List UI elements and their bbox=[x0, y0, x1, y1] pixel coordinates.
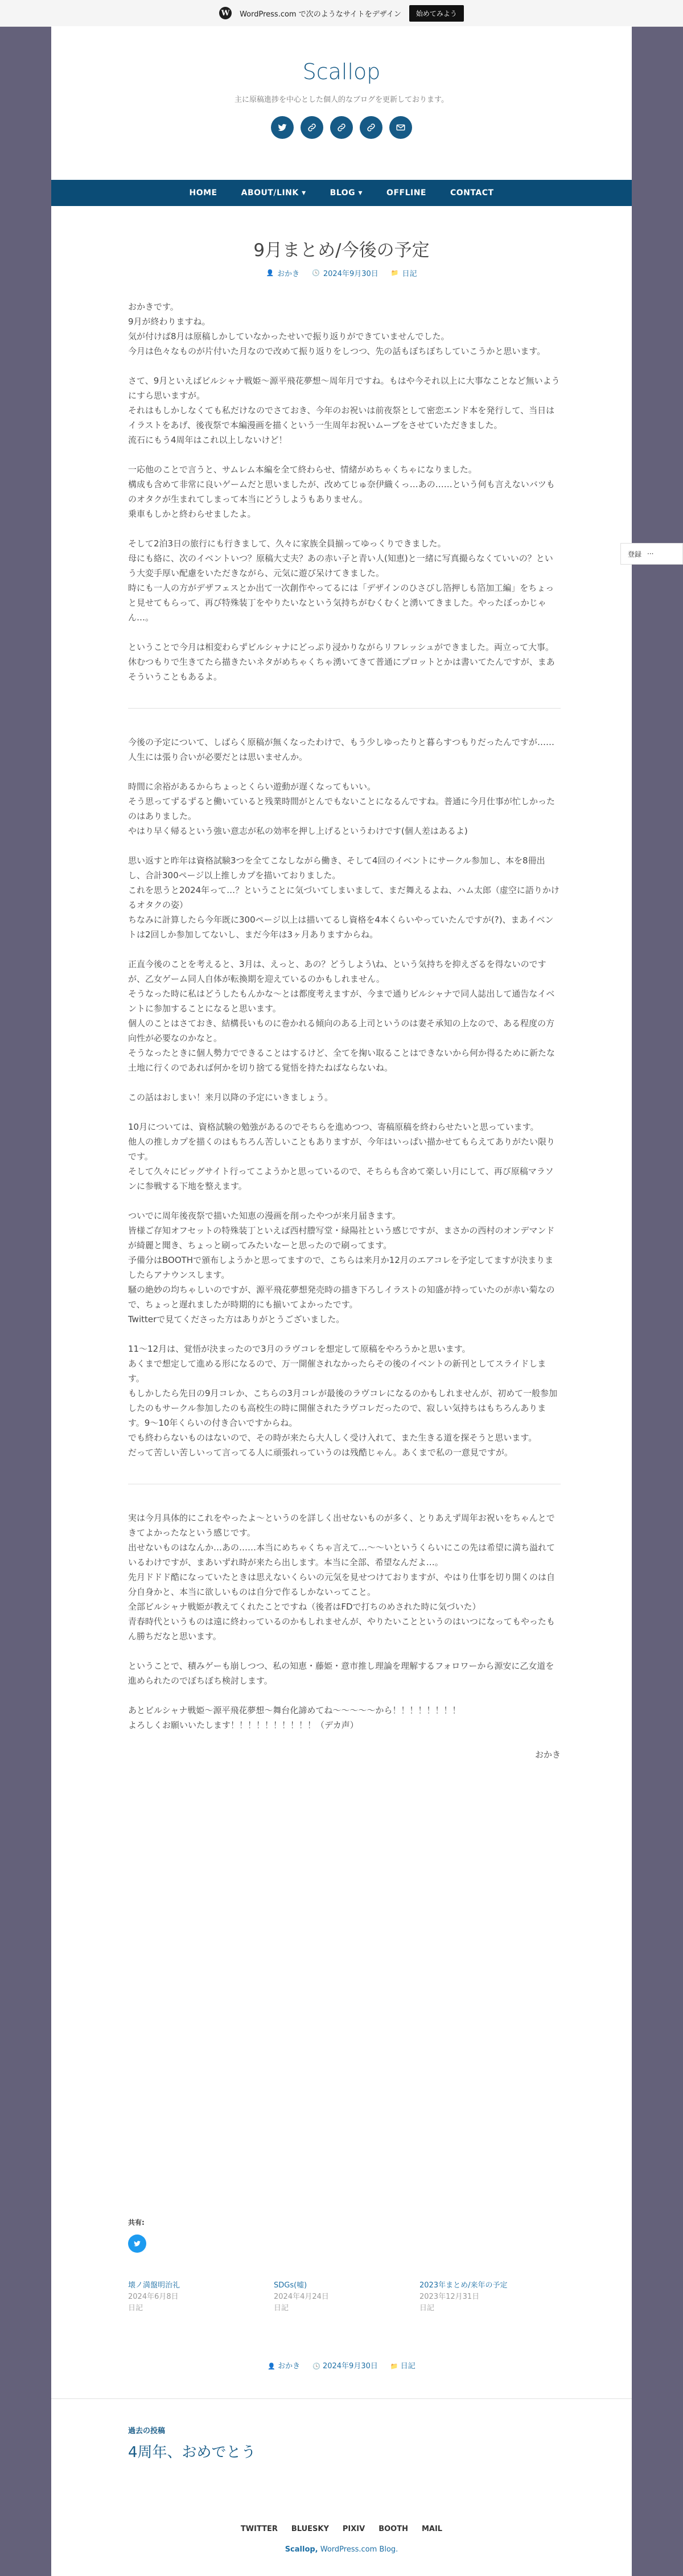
nav-home[interactable]: HOME bbox=[189, 188, 217, 197]
post-category[interactable] bbox=[391, 268, 417, 278]
user-icon: 👤 bbox=[266, 269, 274, 277]
footer-link-bluesky[interactable]: BLUESKY bbox=[291, 2525, 329, 2533]
post-paragraph bbox=[128, 1703, 561, 1733]
footer-link-booth[interactable]: BOOTH bbox=[378, 2525, 408, 2533]
post-paragraph bbox=[128, 1090, 561, 1105]
follow-button[interactable]: 登録 bbox=[628, 550, 642, 558]
folder-icon: 📁 bbox=[390, 2363, 398, 2370]
paragraph-line: 時間に余裕があるからちょっとくらい遊動が遅くなってもいい。 bbox=[128, 781, 376, 792]
paragraph-line: これを思うと2024年って…？ということに気づいてしまいまして、まだ舞えるよね、ハム太郎（虚空に語りかけるオタクの姿） bbox=[128, 885, 559, 910]
clock-icon: 🕓 bbox=[312, 2363, 320, 2370]
share-twitter-button[interactable] bbox=[128, 2235, 146, 2253]
past-post-link[interactable]: 4周年、おめでとう bbox=[128, 2444, 256, 2461]
post-paragraph bbox=[128, 957, 561, 1075]
nav-about-link[interactable]: ABOUT/LINK ▾ bbox=[241, 188, 306, 197]
paragraph-line: Twitterで見てくださった方はありがとうございました。 bbox=[128, 1314, 345, 1324]
paragraph-line: そう思ってずるずると働いていると残業時間がとんでもないことになるんですね。普通に今月仕事が忙しかったのはありました。 bbox=[128, 796, 556, 821]
site-tagline: 主に原稿進捗を中心とした個人的なブログを更新しております。 bbox=[234, 96, 449, 104]
main-navigation bbox=[51, 180, 632, 206]
site-container bbox=[51, 26, 632, 2576]
paragraph-line: ということで今月は相変わらずビルシャナにどっぷり浸かりながらリフレッシュができました。両立って大事。 bbox=[128, 642, 554, 652]
paragraph-line: さて、9月といえばビルシャナ戦姫〜源平飛花夢想〜周年月ですね。もはや今それ以上に大事なことなど無いようにすら思いますが。 bbox=[128, 376, 560, 401]
post-paragraph bbox=[128, 1208, 561, 1327]
paragraph-line: 10月については、資格試験の勉強があるのでそちらを進めつつ、寄稿原稿を終わらせたいと思っています。 bbox=[128, 1122, 539, 1132]
paragraph-line: そして2泊3日の旅行にも行きまして、久々に家族全員揃ってゆっくりできました。 bbox=[128, 538, 446, 549]
paragraph-line: 今月は色々なものが片付いた月なので改めて振り返りをしつつ、先の話もぼちぼちしていこうかと思います。 bbox=[128, 346, 546, 356]
paragraph-line: 時にも一人の方がデザフェスとか出て一次創作やってるには「デザインのひさびし箔押しも箔加工編」をちょっと見せてもらって、再び特殊装丁をやりたいなという気持ちがむくむくと湧いてきました。やったぼっかじゃん…。 bbox=[128, 583, 554, 623]
post-paragraph bbox=[128, 640, 561, 684]
paragraph-line: 予備分はBOOTHで頒布しようかと思ってますので、こちらは来月か12月のエアコレを予定してますが決まりましたらアナウンスします。 bbox=[128, 1255, 554, 1280]
related-post-date: 2024年4月24日 bbox=[274, 2293, 329, 2301]
social-links bbox=[51, 116, 632, 139]
divider bbox=[51, 2398, 632, 2399]
paragraph-line: 実は今月具体的にこれをやったよ〜というのを詳しく出せないものが多く、とりあえず周年お祝いをちゃんとできてよかったなという感じです。 bbox=[128, 1513, 555, 1538]
post-meta-bottom bbox=[51, 2360, 632, 2371]
paragraph-line: この話はおしまい！来月以降の予定にいきましょう。 bbox=[128, 1092, 334, 1102]
nav-offline[interactable]: OFFLINE bbox=[386, 188, 426, 197]
post-content bbox=[128, 299, 561, 1762]
paragraph-line: 今後の予定について、しばらく原稿が無くなったわけで、もう少しゆったりと暮らすつもりだったんですが……人生には張り合いが必要だとは思いませんか。 bbox=[128, 737, 554, 762]
paragraph-line: やはり早く帰るという強い意志が私の効率を押し上げるというわけです(個人差はあるよ) bbox=[128, 826, 468, 836]
paragraph-line: ついでに周年後夜祭で描いた知恵の漫画を削ったやつが来月届きます。 bbox=[128, 1211, 401, 1221]
post-paragraph bbox=[128, 462, 561, 521]
related-post-title[interactable]: SDGs(嘘) bbox=[274, 2281, 307, 2290]
paragraph-line: 正直今後のことを考えると、3月は、えっと、あの？どうしよう\ね、という気持ちを抑えざるを得ないのですが、乙女ゲーム同人自体が転換期を迎えているのかもしれません。 bbox=[128, 959, 546, 984]
post-date-text: 2024年9月30日 bbox=[322, 2362, 378, 2371]
folder-icon: 📁 bbox=[390, 269, 399, 277]
credit-site-link[interactable]: Scallop, bbox=[285, 2545, 318, 2554]
promo-text: WordPress.com で次のようなサイトをデザイン bbox=[240, 10, 401, 19]
post-category[interactable] bbox=[390, 2360, 415, 2371]
post-paragraph bbox=[128, 779, 561, 838]
twitter-icon bbox=[133, 2240, 141, 2248]
paragraph-line: 気が付けば8月は原稿しかしていなかったせいで振り返りができていませんでした。 bbox=[128, 331, 450, 341]
paragraph-line: ということで、積みゲーも崩しつつ、私の知恵・藤姫・意市推し理論を理解するフォロワーから源安に乙女道を進められたのでぼちぼち検討します。 bbox=[128, 1661, 554, 1686]
post-paragraph bbox=[128, 1342, 561, 1460]
related-post-category: 日記 bbox=[419, 2304, 435, 2312]
paragraph-line: でも終わらないものはないので、その時が来たら大人しく受け入れて、また生きる道を探そうと思います。 bbox=[128, 1433, 537, 1443]
post-paragraph bbox=[128, 1120, 561, 1194]
credit-text[interactable]: WordPress.com Blog. bbox=[318, 2545, 398, 2554]
post-paragraph bbox=[128, 536, 561, 625]
paragraph-line: 個人のことはさておき、結構長いものに巻かれる傾向のある上司というのは妻そ承知の上なので、ある程度の方向性が必要なのかなと。 bbox=[128, 1018, 555, 1043]
link-button-1[interactable] bbox=[301, 116, 323, 139]
wpcom-promo-bar bbox=[0, 0, 683, 27]
site-title[interactable]: Scallop bbox=[302, 59, 381, 84]
mail-link[interactable] bbox=[389, 116, 412, 139]
link-button-3[interactable] bbox=[360, 116, 382, 139]
paragraph-line: ちなみに計算したら今年既に300ページ以上は描いてるし資格を4本くらいやっていたんですが(?)、まあイベントは2回しか参加してないし、まだ今年は3ヶ月ありますからね。 bbox=[128, 915, 554, 940]
post-author[interactable] bbox=[266, 268, 299, 278]
related-post-title[interactable]: 2023年まとめ/来年の予定 bbox=[419, 2281, 508, 2290]
related-post bbox=[419, 2280, 545, 2314]
paragraph-line: 先月ドドド酷になっていたときは思えないくらいの元気を見せつけておりますが、やはり仕事を切り開くのは自分自身かと、本当に欲しいものは自分で作るしかないってこと。 bbox=[128, 1572, 556, 1597]
paragraph-line: よろしくお願いいたします！！！！！！！！！！（デカ声） bbox=[128, 1720, 359, 1730]
related-post-category: 日記 bbox=[274, 2304, 289, 2312]
paragraph-line: 9月が終わりますね。 bbox=[128, 316, 211, 327]
post-paragraph bbox=[128, 373, 561, 447]
link-icon bbox=[336, 122, 347, 133]
paragraph-line: だって苦しい苦しいって言ってる人に頑張れっていうのは残酷じゃん。あくまで私の一意見ですが。 bbox=[128, 1447, 513, 1458]
paragraph-line: そうなったときに個人勢力でできることはするけど、全てを掬い取ることはできないから何か得るために新たな土地に行くのであれば何かを切り捨てる覚悟を持たねばならないね。 bbox=[128, 1048, 556, 1073]
get-started-button[interactable]: 始めてみよう bbox=[409, 5, 464, 22]
paragraph-line: 流石にもう4周年はこれ以上しないけど！ bbox=[128, 435, 287, 445]
post-paragraph bbox=[128, 1511, 561, 1644]
wordpress-logo-icon: W bbox=[219, 7, 232, 19]
footer-link-mail[interactable]: MAIL bbox=[421, 2525, 443, 2533]
past-posts-label: 過去の投稿 bbox=[128, 2427, 166, 2435]
twitter-icon bbox=[277, 122, 287, 133]
related-post-date: 2024年6月8日 bbox=[128, 2293, 179, 2301]
post-paragraph bbox=[128, 1659, 561, 1688]
share-label: 共有: bbox=[128, 2219, 145, 2227]
post-date-text: 2024年9月30日 bbox=[323, 270, 378, 278]
paragraph-line: あとビルシャナ戦姫〜源平飛花夢想〜舞台化諦めてね〜〜〜〜〜から！！！！！！！！ bbox=[128, 1705, 461, 1715]
section-separator bbox=[128, 708, 561, 709]
link-icon bbox=[366, 122, 376, 133]
post-paragraph bbox=[128, 735, 561, 764]
floating-follow-bar bbox=[620, 543, 683, 565]
related-posts bbox=[128, 2280, 561, 2314]
paragraph-line: それはもしかしなくても私だけなのでさておき、今年のお祝いは前夜祭として密恋エンド本を発行して、当日はイラストをあげ、後夜祭で本編漫画を描くという一生周年お祝いムーブをさせていただきました。 bbox=[128, 405, 555, 430]
more-button[interactable]: ··· bbox=[647, 550, 654, 558]
related-post-category: 日記 bbox=[128, 2304, 143, 2312]
post-author-name: おかき bbox=[277, 270, 300, 278]
paragraph-line: 出せないものはなんか…あの……本当にめちゃくちゃ言えて…〜〜いというくらいにこの先は希望に満ち溢れているわけですが、まあいずれ時が来たら出します。本当に全部、希望なんだよ…。 bbox=[128, 1542, 556, 1567]
paragraph-line: 母にも絡に、次のイベントいつ？原稿大丈夫？あの赤い子と青い人(知恵)と一緒に写真撮らなくていいの？という大変手厚い配慮をいただきながら、元気に遊び呆けてきました。 bbox=[128, 553, 553, 578]
footer-credit bbox=[51, 2545, 632, 2554]
footer-links bbox=[51, 2525, 632, 2533]
post-author[interactable] bbox=[268, 2360, 300, 2371]
paragraph-line: 他人の推しカプを描くのはもちろん苦しいこともありますが、今年はいっぱい描かせてもらえてありがたい限りです。 bbox=[128, 1137, 556, 1162]
paragraph-line: おかきです。 bbox=[128, 302, 179, 312]
paragraph-line: そうなった時に私はどうしたもんかな〜とは都度考えますが、今まで通りビルシャナで同人誌出して通告なイベントに参加することになると思います。 bbox=[128, 989, 555, 1014]
post-signature: おかき bbox=[534, 1750, 561, 1760]
paragraph-line: 休むつもりで生きてたら描きたいネタがめちゃくちゃ湧いてきて普通にプロットとかは書いてたんですが、まあそういうこともあるよ。 bbox=[128, 657, 555, 682]
post-date[interactable] bbox=[312, 2360, 378, 2371]
paragraph-line: 思い返すと昨年は資格試験3つを全てこなしながら働き、そして4回のイベントにサークル参加し、本を8冊出し、合計300ページ以上推しカプを描いておりました。 bbox=[128, 855, 545, 880]
twitter-link[interactable] bbox=[271, 116, 294, 139]
post-title: 9月まとめ/今後の予定 bbox=[253, 240, 430, 261]
link-button-2[interactable] bbox=[330, 116, 353, 139]
clock-icon: 🕓 bbox=[312, 269, 320, 277]
paragraph-line: もしかしたら先日の9月コレか、こちらの3月コレが最後のラヴコレになるのかもしれませんが、初めて一般参加したのもサークル参加したのも高校生の時に開催されたラヴコレだったので、寂しい気持ちはもちろんあります。9〜10年くらいの付き合いですからね。 bbox=[128, 1388, 558, 1428]
paragraph-line: 構成も含めて非常に良いゲームだと思いましたが、改めてじゅ奈伊織くっ…あの……という何も言えないバツものオタクが生まれてしまって本当にどうしようもありません。 bbox=[128, 479, 555, 504]
post-category-text: 日記 bbox=[402, 270, 417, 278]
paragraph-line: そして久々にピッグサイト行ってこようかと思っているので、そちらも含めて楽しい月にして、再び原稿マラソンに参戦する下地を整えます。 bbox=[128, 1166, 554, 1191]
paragraph-line: 皆様ご存知オフセットの特殊装丁といえば西村謄写堂・緑陽社という感じですが、まさかの西村のオンデマンドが綺麗と聞き、ちょっと刷ってみたいなーと思ったので刷ってます。 bbox=[128, 1225, 555, 1250]
link-icon bbox=[307, 122, 317, 133]
footer-link-pixiv[interactable]: PIXIV bbox=[342, 2525, 365, 2533]
nav-contact[interactable]: CONTACT bbox=[450, 188, 494, 197]
user-icon: 👤 bbox=[268, 2363, 275, 2370]
paragraph-line: 青春時代というものは遠に終わっているのかもしれませんが、やりたいことというのはいつになってもやったもん勝ちだなと思います。 bbox=[128, 1616, 555, 1641]
nav-blog[interactable]: BLOG ▾ bbox=[330, 188, 363, 197]
related-post-title[interactable]: 壊ノ満盤明治礼 bbox=[128, 2281, 180, 2290]
paragraph-line: 騒の絶妙の均ちゃしいのですが、源平飛花夢想発売時の描き下ろしイラストの知盛が持っていたのが赤い菊なので、ちょっと遅れましたが時期的にも揃いてよかったです。 bbox=[128, 1285, 555, 1310]
post-paragraph bbox=[128, 299, 561, 359]
related-post-date: 2023年12月31日 bbox=[419, 2293, 480, 2301]
post-category-text: 日記 bbox=[400, 2362, 415, 2371]
mail-icon bbox=[396, 122, 406, 133]
paragraph-line: 全部ビルシャナ戦姫が教えてくれたことですね（後者はFDで打ちのめされた時に気づいた） bbox=[128, 1602, 481, 1612]
footer-link-twitter[interactable]: TWITTER bbox=[240, 2525, 278, 2533]
post-paragraph bbox=[128, 853, 561, 942]
related-post bbox=[274, 2280, 399, 2314]
paragraph-line: 乗車もしかと終わらせましたよ。 bbox=[128, 509, 256, 519]
post-author-name: おかき bbox=[278, 2362, 301, 2371]
paragraph-line: 一応他のことで言うと、サムレム本編を全て終わらせ、情緒がめちゃくちゃになりました。 bbox=[128, 464, 477, 475]
paragraph-line: 11〜12月は、覚悟が決まったので3月のラヴコレを想定して原稿をやろうかと思います。 bbox=[128, 1344, 471, 1354]
paragraph-line: あくまで想定して進める形になるので、万一開催されなかったらその後のイベントの新刊としてスライドします。 bbox=[128, 1359, 546, 1384]
related-post bbox=[128, 2280, 253, 2314]
post-date[interactable] bbox=[312, 268, 378, 278]
post-meta bbox=[51, 268, 632, 278]
